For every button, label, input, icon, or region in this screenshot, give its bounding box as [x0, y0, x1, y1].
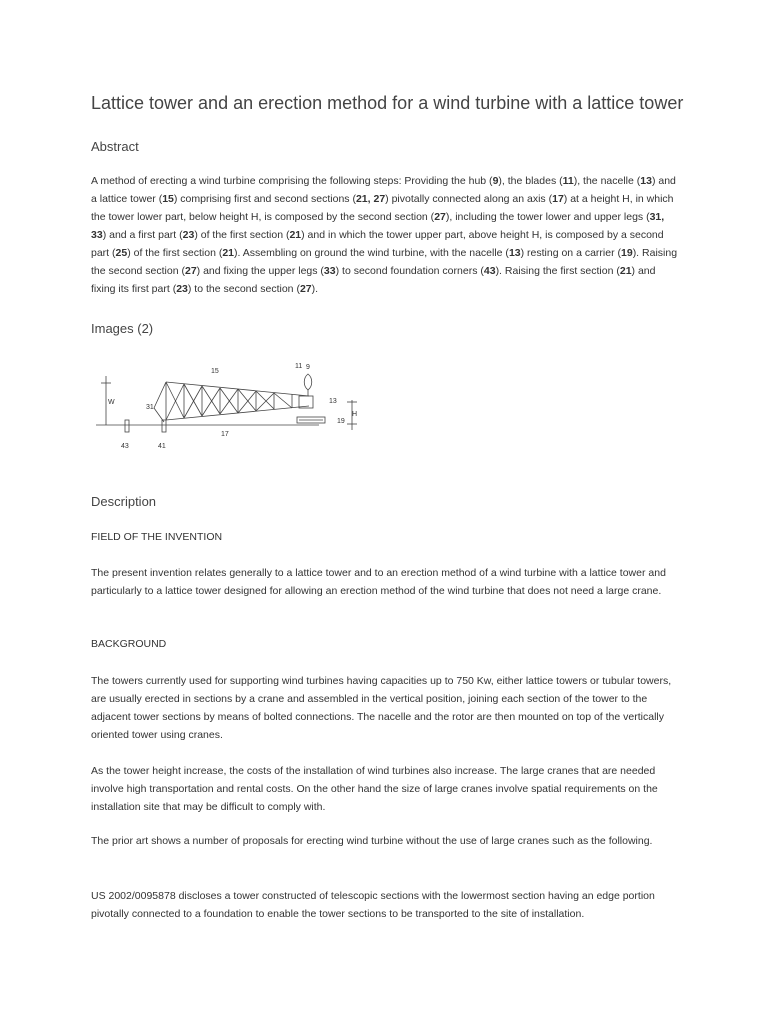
background-paragraph-2: As the tower height increase, the costs of the installation of wind turbines also increase. The large cranes that are needed involve high transportation and rental costs. On the other hand the size of large cranes involve spatial requirements on the installation site that may be difficult to comply with.	[91, 765, 658, 813]
field-text: The present invention relates generally to a lattice tower and to an erection method of a wind turbine with a lattice tower and particularly to a lattice tower designed for allowing an erection method of the wind turbine that does not need a large crane.	[91, 567, 666, 597]
label-13: 13	[329, 398, 337, 405]
label-W: W	[108, 399, 115, 406]
label-H: H	[352, 411, 358, 418]
background-paragraph-3: The prior art shows a number of proposals for erecting wind turbine without the use of large cranes such as the following.	[91, 835, 653, 847]
label-11: 11	[295, 363, 303, 370]
description-heading: Description	[91, 494, 157, 509]
patent-figure-lattice-tower[interactable]	[94, 360, 364, 452]
label-19: 19	[337, 418, 345, 425]
label-17: 17	[221, 431, 229, 438]
background-paragraph-4: US 2002/0095878 discloses a tower constructed of telescopic sections with the lowermost section having an edge portion pivotally connected to a foundation to enable the tower sections to be transported to the site of installation.	[91, 890, 655, 920]
background-heading: BACKGROUND	[91, 638, 167, 650]
label-9: 9	[306, 364, 310, 371]
lattice-tower-drawing	[94, 360, 364, 452]
field-heading: FIELD OF THE INVENTION	[91, 531, 223, 543]
background-paragraph-1: The towers currently used for supporting wind turbines having capacities up to 750 Kw, either lattice towers or tubular towers, are usually erected in sections by a crane and assembled in the vertical position, joining each section of the tower to the adjacent tower sections by means of bolted connections. The nacelle and the rotor are then mounted on top of the vertically oriented tower using cranes.	[91, 675, 672, 741]
images-heading[interactable]: Images (2)	[91, 321, 154, 336]
abstract-text: A method of erecting a wind turbine comprising the following steps: Providing the hub (9), the blades (11), the nacelle (13) and a lattice tower (15) comprising first and second sections (21, 27) pivotally connected along an axis (17) at a height H, in which the tower lower part, below height H, is composed by the second section (27), including the tower lower and upper legs (31, 33) and a first part (23) of the first section (21) and in which the tower upper part, above height H, is composed by a second part (25) of the first section (21). Assembling on ground the wind turbine, with the nacelle (13) resting on a carrier (19). Raising the second section (27) and fixing the upper legs (33) to second foundation corners (43). Raising the first section (21) and fixing its first part (23) to the second section (27).	[91, 175, 678, 295]
label-41: 41	[158, 443, 166, 450]
abstract-heading: Abstract	[91, 139, 139, 154]
label-43: 43	[121, 443, 129, 450]
label-15: 15	[211, 368, 219, 375]
label-31: 31	[146, 404, 154, 411]
page-title: Lattice tower and an erection method for a wind turbine with a lattice tower	[91, 93, 684, 113]
